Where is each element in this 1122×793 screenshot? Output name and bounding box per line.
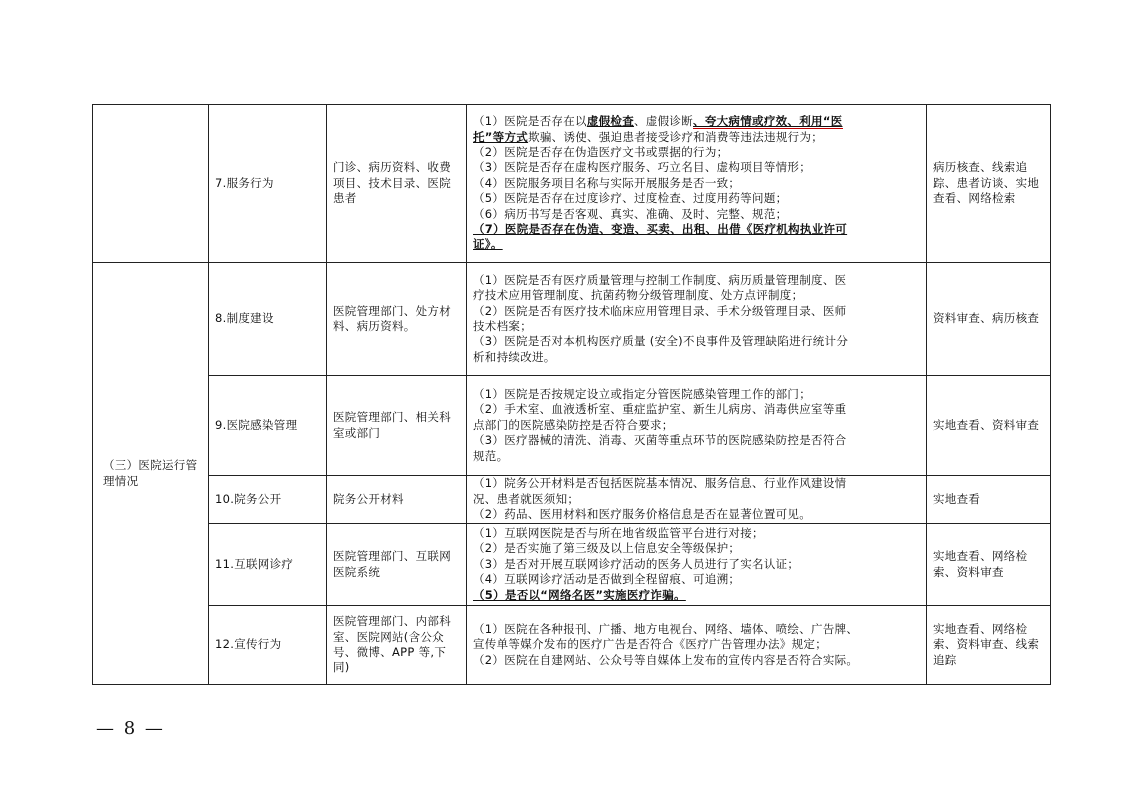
content-line: （1）医院在各种报刊、广播、地方电视台、网络、墙体、喷绘、广告牌、 <box>473 621 859 636</box>
plain-text: 欺骗、诱使、强迫患者接受诊疗和消费等违法违规行为； <box>528 129 824 144</box>
item-cell: 8.制度建设 <box>209 263 327 376</box>
content-line: （2）医院是否存在伪造医疗文书或票据的行为； <box>473 144 729 159</box>
object-cell: 门诊、病历资料、收费项目、技术目录、医院患者 <box>327 105 467 263</box>
content-line: （6）病历书写是否客观、真实、准确、及时、完整、规范； <box>473 206 788 221</box>
content-line: （7）医院是否存在伪造、变造、买卖、出租、出借《医疗机构执业许可 <box>473 222 848 237</box>
content-line: （2）药品、医用材料和医疗服务价格信息是否在显著位置可见。 <box>473 507 812 522</box>
method-cell: 实地查看、网络检索、资料审查、线索追踪 <box>927 606 1051 685</box>
content-line: 证》。 <box>473 237 503 252</box>
emphasis-text: 虚假检查 <box>586 114 635 129</box>
object-cell: 医院管理部门、处方材料、病历资料。 <box>327 263 467 376</box>
content-cell <box>467 105 927 263</box>
object-cell: 院务公开材料 <box>327 476 467 524</box>
content-line: （2）是否实施了第三级及以上信息安全等级保护； <box>473 541 741 556</box>
table-row <box>93 606 1051 685</box>
content-cell <box>467 524 927 606</box>
table-row <box>93 105 1051 263</box>
item-cell: 11.互联网诊疗 <box>209 524 327 606</box>
content-line: 况、患者就医须知； <box>473 491 580 506</box>
item-cell: 7.服务行为 <box>209 105 327 263</box>
content-line: （1）互联网医院是否与所在地省级监管平台进行对接； <box>473 525 764 540</box>
content-line: 疗技术应用管理制度、抗菌药物分级管理制度、处方点评制度； <box>473 288 804 303</box>
table-row <box>93 524 1051 606</box>
content-line: （3）医院是否存在虚构医疗服务、巧立名目、虚构项目等情形； <box>473 160 812 175</box>
content-line: （2）医院是否有医疗技术临床应用管理目录、手术分级管理目录、医师 <box>473 303 847 318</box>
emphasis-text: 托”等方式 <box>473 129 529 144</box>
content-line: 宣传单等媒介发布的医疗广告是否符合《医疗广告管理办法》规定； <box>473 637 827 652</box>
content-line <box>473 114 920 129</box>
content-line: （1）院务公开材料是否包括医院基本情况、服务信息、行业作风建设情 <box>473 476 847 491</box>
content-cell <box>467 263 927 376</box>
method-cell: 实地查看、网络检索、资料审查 <box>927 524 1051 606</box>
object-cell: 医院管理部门、内部科室、医院网站(含公众号、微博、APP 等,下同) <box>327 606 467 685</box>
item-cell: 10.院务公开 <box>209 476 327 524</box>
content-line: （5）是否以“网络名医”实施医疗诈骗。 <box>473 587 686 602</box>
table-row <box>93 263 1051 376</box>
content-line: 析和持续改进。 <box>473 349 556 364</box>
page-number: — 8 — <box>96 718 165 739</box>
content-line: （1）医院是否有医疗质量管理与控制工作制度、病历质量管理制度、医 <box>473 272 847 287</box>
content-cell <box>467 606 927 685</box>
content-cell <box>467 476 927 524</box>
item-cell: 9.医院感染管理 <box>209 376 327 476</box>
method-cell: 实地查看 <box>927 476 1051 524</box>
object-cell: 医院管理部门、相关科室或部门 <box>327 376 467 476</box>
content-line: （3）医院是否对本机构医疗质量 (安全)不良事件及管理缺陷进行统计分 <box>473 334 849 349</box>
inspection-table <box>92 104 1051 685</box>
content-line: 技术档案； <box>473 319 532 333</box>
table-row <box>93 476 1051 524</box>
content-line: （3）是否对开展互联网诊疗活动的医务人员进行了实名认证； <box>473 556 800 571</box>
table-row <box>93 376 1051 476</box>
method-cell: 实地查看、资料审查 <box>927 376 1051 476</box>
category-cell: （三）医院运行管理情况 <box>93 263 209 685</box>
content-line: （4）互联网诊疗活动是否做到全程留痕、可追溯； <box>473 572 741 587</box>
item-cell: 12.宣传行为 <box>209 606 327 685</box>
content-line: 点部门的医院感染防控是否符合要求； <box>473 417 674 432</box>
content-line: （2）手术室、血液透析室、重症监护室、新生儿病房、消毒供应室等重 <box>473 402 847 417</box>
content-line: （1）医院是否按规定设立或指定分管医院感染管理工作的部门； <box>473 386 812 401</box>
emphasis-text: 、夸大病情或疗效、利用“医 <box>693 114 843 129</box>
content-line: （3）医疗器械的清洗、消毒、灭菌等重点环节的医院感染防控是否符合 <box>473 433 847 448</box>
content-line: （5）医院是否存在过度诊疗、过度检查、过度用药等问题； <box>473 191 788 206</box>
content-line: 规范。 <box>473 448 509 463</box>
content-line <box>473 130 920 145</box>
category-cell <box>93 105 209 263</box>
method-cell: 病历核查、线索追踪、患者访谈、实地查看、网络检索 <box>927 105 1051 263</box>
content-cell <box>467 376 927 476</box>
object-cell: 医院管理部门、互联网医院系统 <box>327 524 467 606</box>
content-line: （2）医院在自建网站、公众号等自媒体上发布的宣传内容是否符合实际。 <box>473 652 859 667</box>
content-line: （4）医院服务项目名称与实际开展服务是否一致； <box>473 175 741 190</box>
plain-text: 、虚假诊断 <box>634 114 694 129</box>
method-cell: 资料审查、病历核查 <box>927 263 1051 376</box>
plain-text: （1）医院是否存在以 <box>473 114 587 129</box>
